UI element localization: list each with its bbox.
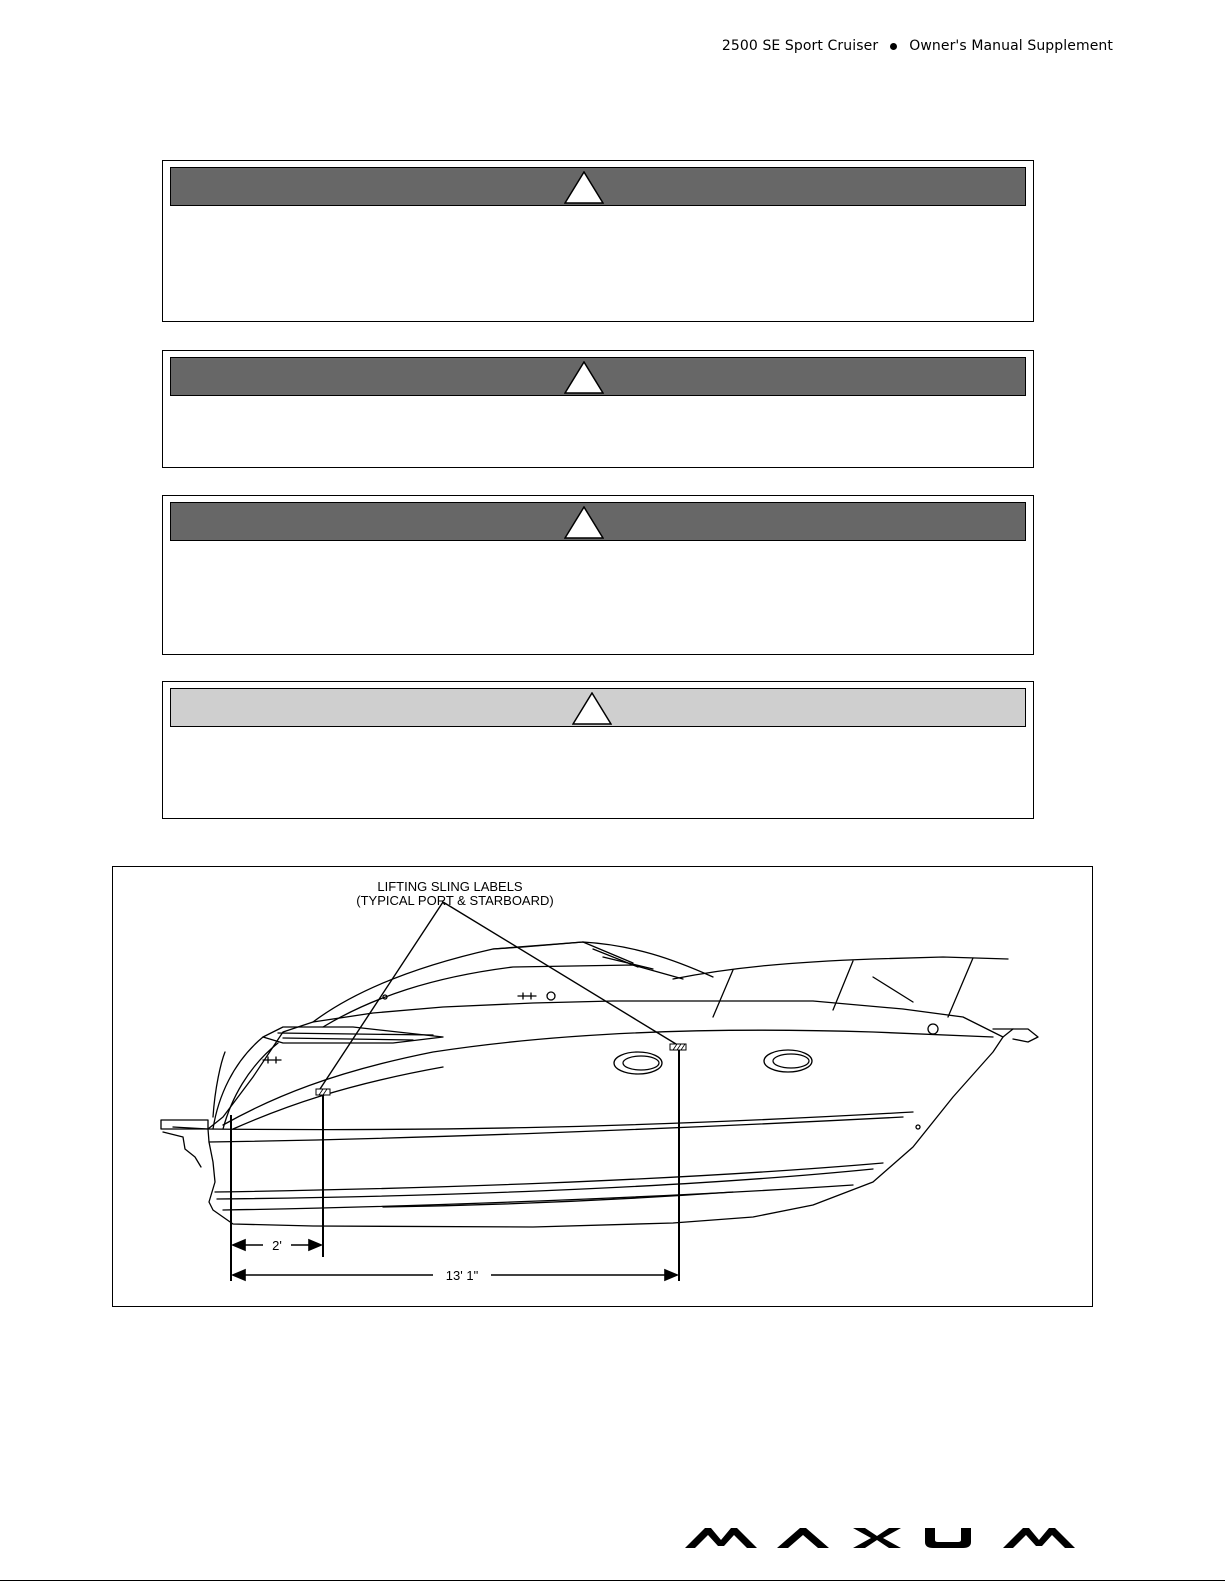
page-header xyxy=(722,38,1113,54)
warning-text xyxy=(177,407,1019,457)
caution-header-bar xyxy=(170,688,1026,727)
warning-triangle-icon xyxy=(564,171,604,204)
caution-text xyxy=(177,738,1019,808)
dimension-short-label: 2' xyxy=(272,1238,282,1253)
sling-label-marker xyxy=(670,1044,686,1050)
warning-header-bar xyxy=(170,167,1026,206)
page-bottom-rule xyxy=(0,1580,1225,1581)
boat-side-profile-drawing xyxy=(113,867,1092,1306)
maxum-wordmark-logo xyxy=(685,1526,1115,1550)
warning-box-1 xyxy=(162,160,1034,322)
warning-header-bar xyxy=(170,357,1026,396)
caution-box xyxy=(162,681,1034,819)
warning-box-3 xyxy=(162,495,1034,655)
dimension-long-label: 13' 1" xyxy=(445,1268,479,1283)
caution-triangle-icon xyxy=(572,692,612,725)
warning-header-bar xyxy=(170,502,1026,541)
warning-text xyxy=(177,217,1019,311)
warning-text xyxy=(177,552,1019,644)
callout-label-line2: (TYPICAL PORT & STARBOARD) xyxy=(356,893,554,908)
header-document-title: Owner's Manual Supplement xyxy=(909,38,1113,54)
sling-label-marker xyxy=(316,1089,330,1095)
warning-triangle-icon xyxy=(564,361,604,394)
warning-box-2 xyxy=(162,350,1034,468)
header-model: 2500 SE Sport Cruiser xyxy=(721,38,879,54)
bullet-separator-icon xyxy=(890,43,897,50)
lifting-sling-figure xyxy=(112,866,1093,1307)
maxum-logo xyxy=(685,1526,1115,1555)
callout-label-line1: LIFTING SLING LABELS xyxy=(377,879,523,894)
warning-triangle-icon xyxy=(564,506,604,539)
